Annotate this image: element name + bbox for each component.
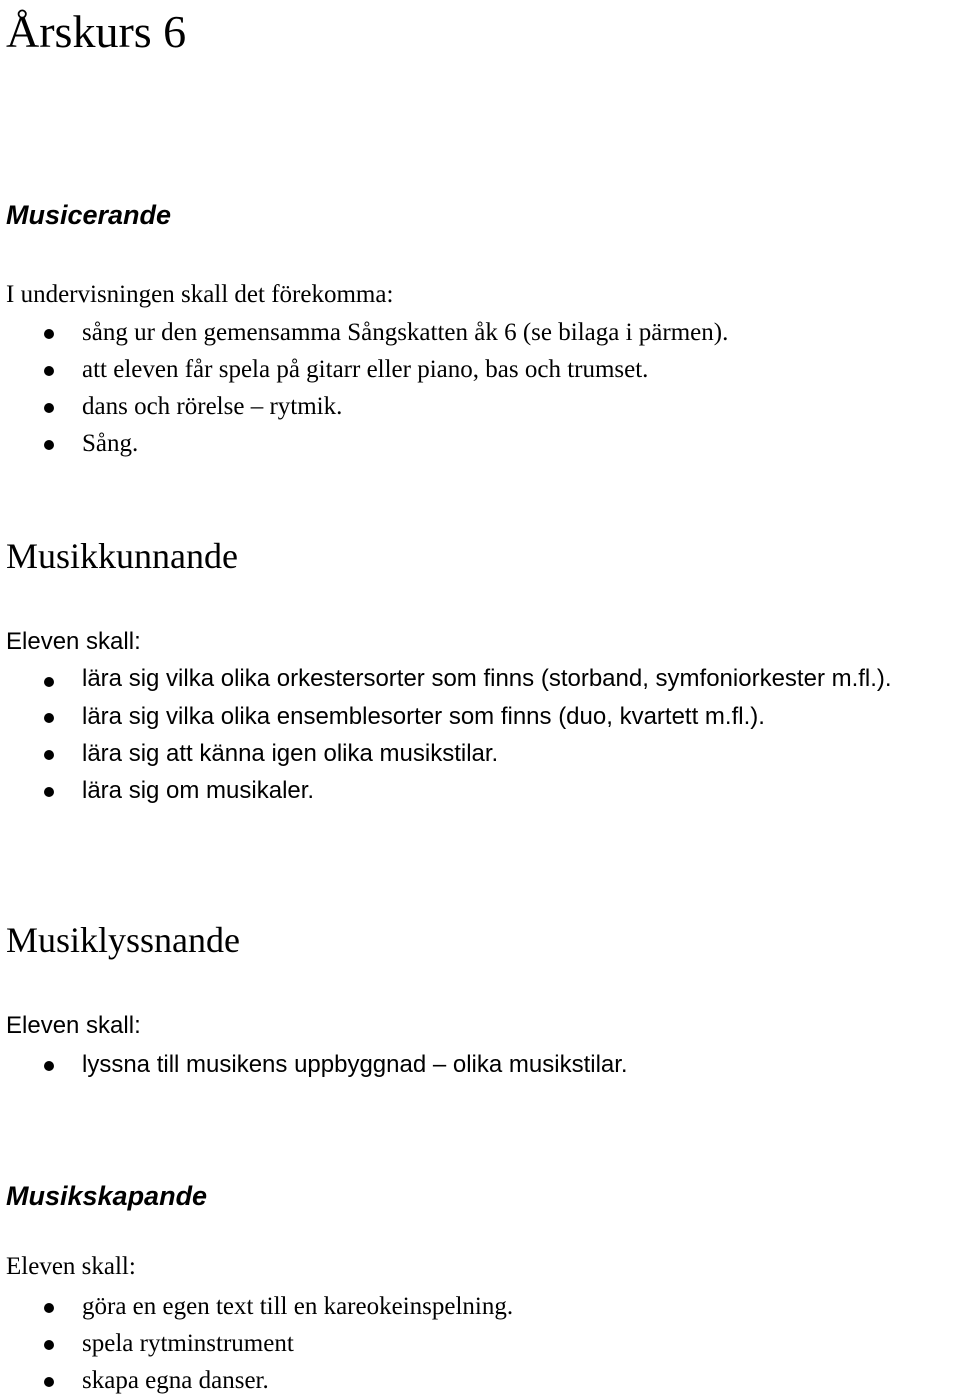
list-item-text: göra en egen text till en kareokeinspelning. — [82, 1293, 514, 1320]
list-item-text: dans och rörelse – rytmik. — [82, 393, 343, 420]
list-item — [0, 314, 960, 351]
bullet-list-musikkunnande — [0, 662, 958, 809]
bullet-list-musikskapande — [0, 1288, 960, 1399]
bullet-icon — [44, 750, 54, 760]
list-item — [0, 351, 960, 388]
bullet-list-musicerande — [0, 314, 960, 462]
section-heading-musikskapande: Musikskapande — [6, 1181, 208, 1211]
list-item — [0, 735, 958, 772]
bullet-icon — [44, 1303, 54, 1313]
list-item — [0, 388, 960, 425]
list-item — [0, 425, 960, 462]
bullet-icon — [44, 713, 54, 723]
list-item — [0, 662, 958, 696]
bullet-icon — [44, 787, 54, 797]
bullet-icon — [44, 1061, 54, 1071]
section-heading-musicerande: Musicerande — [6, 200, 172, 230]
list-item-text: lära sig att känna igen olika musikstilar. — [82, 740, 499, 767]
bullet-icon — [44, 1377, 54, 1387]
list-item — [0, 772, 958, 809]
section-intro: Eleven skall: — [6, 628, 141, 655]
list-item-text: skapa egna danser. — [82, 1367, 269, 1394]
list-item-text: lära sig vilka olika orkestersorter som finns (storband, symfoniorkester m.fl.). — [82, 665, 892, 692]
list-item-text: att eleven får spela på gitarr eller piano, bas och trumset. — [82, 356, 649, 383]
list-item — [0, 1288, 960, 1325]
bullet-icon — [44, 403, 54, 413]
bullet-icon — [44, 440, 54, 450]
list-item-text: lära sig vilka olika ensemblesorter som finns (duo, kvartett m.fl.). — [82, 703, 765, 730]
page-title: Årskurs 6 — [6, 6, 187, 57]
list-item-text: lyssna till musikens uppbyggnad – olika musikstilar. — [82, 1051, 628, 1078]
list-item-text: Sång. — [82, 430, 139, 457]
bullet-icon — [44, 329, 54, 339]
section-heading-musikkunnande: Musikkunnande — [6, 536, 238, 576]
section-heading-musiklyssnande: Musiklyssnande — [6, 920, 240, 960]
list-item — [0, 1362, 960, 1399]
section-intro: Eleven skall: — [6, 1253, 136, 1280]
list-item — [0, 698, 958, 735]
bullet-icon — [44, 677, 54, 687]
list-item-text: spela rytminstrument — [82, 1330, 294, 1357]
list-item-text: sång ur den gemensamma Sångskatten åk 6 (se bilaga i pärmen). — [82, 319, 729, 346]
bullet-list-musiklyssnande — [0, 1046, 960, 1083]
list-item — [0, 1046, 960, 1083]
section-intro: I undervisningen skall det förekomma: — [6, 281, 394, 308]
bullet-icon — [44, 1340, 54, 1350]
section-intro: Eleven skall: — [6, 1012, 141, 1039]
bullet-icon — [44, 366, 54, 376]
list-item-text: lära sig om musikaler. — [82, 777, 315, 804]
list-item — [0, 1325, 960, 1362]
